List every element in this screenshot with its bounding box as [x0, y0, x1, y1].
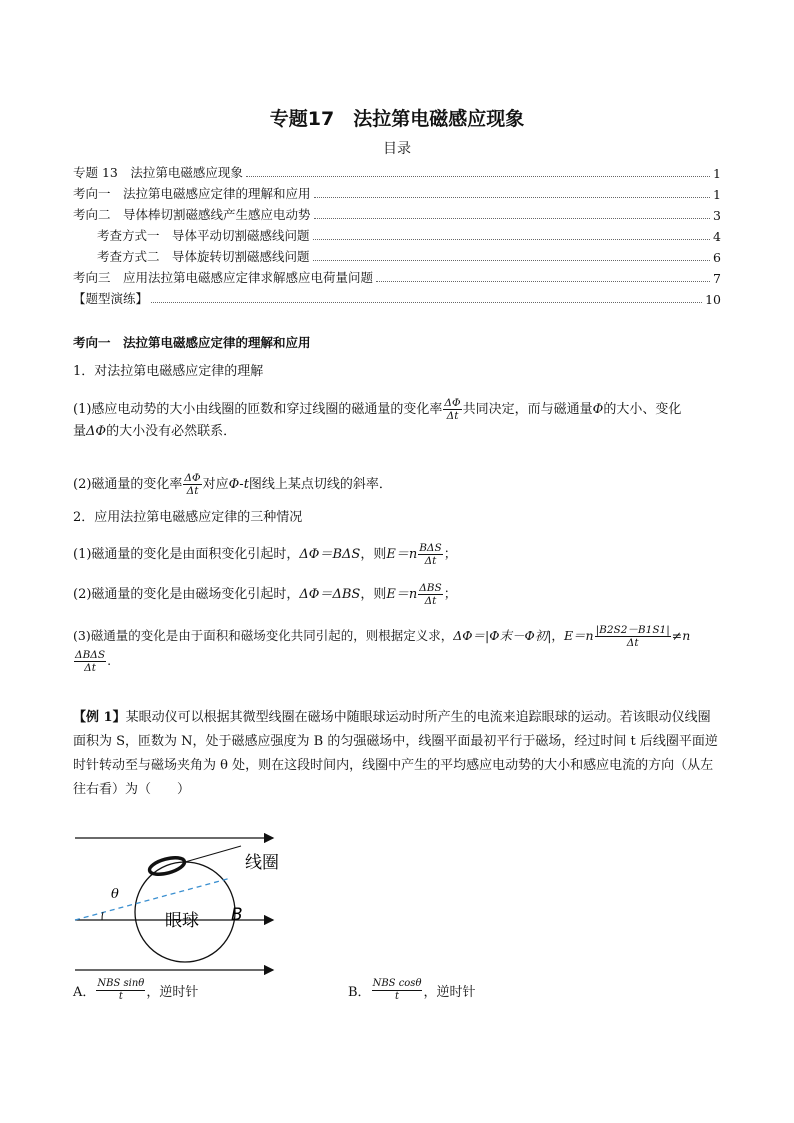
eye-tracker-diagram — [73, 826, 283, 976]
example-1 — [73, 706, 721, 802]
toc-entry[interactable]: 专题 13 法拉第电磁感应现象 1 — [73, 165, 721, 181]
table-of-contents — [73, 160, 721, 307]
toc-entry[interactable]: 考向一 法拉第电磁感应定律的理解和应用 1 — [73, 186, 721, 202]
example-text: 某眼动仪可以根据其微型线圈在磁场中随眼球运动时所产生的电流来追踪眼球的运动。若该眼动仪线圈面积为 S，匝数为 N，处于磁感应强度为 B 的匀强磁场中，线圈平面最初平行于磁场，经过时间 t 后线圈平面逆时针转动至与磁场夹角为 θ 处，则在这段时间内，线圈中产生的平均感应电动势的大小和感应电流的方向（从左往右看）为（ ） — [73, 710, 718, 797]
fraction-dphi-dt: $\frac{\Delta\Phi}{\Delta t}$ — [184, 472, 201, 497]
toc-heading: 目录 — [383, 141, 411, 157]
paragraph-1-2: (2)磁通量的变化率 $\frac{\Delta\Phi}{\Delta t}$ 对应Φ-t图线上某点切线的斜率． — [73, 472, 392, 497]
option-a[interactable]: A． $\frac{\text{NBS sinθ}}{t}$ ，逆时针 — [73, 978, 199, 1002]
option-b[interactable]: B． $\frac{\text{NBS cosθ}}{t}$ ，逆时针 — [348, 978, 476, 1002]
page-title: 专题17 法拉第电磁感应现象 — [269, 108, 525, 130]
coil-plane-line — [75, 878, 231, 920]
toc-entry[interactable]: 考查方式一 导体平动切割磁感线问题 4 — [97, 228, 721, 244]
paragraph-2-2: (2)磁通量的变化是由磁场变化引起时，ΔΦ＝ΔBS，则E＝n $\frac{\text{ΔBS}}{\Delta t}$ ； — [73, 582, 457, 607]
angle-label: θ — [111, 887, 119, 902]
fraction-dbs-dt: $\frac{\text{ΔBS}}{\Delta t}$ — [419, 582, 442, 607]
subsection-1-title: 1．对法拉第电磁感应定律的理解 — [73, 364, 264, 379]
section-heading: 考向一 法拉第电磁感应定律的理解和应用 — [73, 335, 311, 350]
toc-entry[interactable]: 考向二 导体棒切割磁感线产生感应电动势 3 — [73, 207, 721, 223]
paragraph-2-3: (3)磁通量的变化是由于面积和磁场变化共同引起的，则根据定义求，ΔΦ＝|Φ末－Φ初|，E＝n $\frac{|B2S2-B1S1|}{\Delta t}$ ≠n $\frac{\text{ΔBΔS}}{\Delta t}$ . — [73, 624, 691, 674]
coil-pointer — [185, 846, 241, 862]
fraction-dphi-dt: $\frac{\Delta\Phi}{\Delta t}$ — [444, 397, 461, 422]
coil-label: 线圈 — [245, 853, 279, 873]
toc-entry[interactable]: 【题型演练】 10 — [73, 291, 721, 307]
toc-entry[interactable]: 考查方式二 导体旋转切割磁感线问题 6 — [97, 249, 721, 265]
fraction-b2s2-b1s1-dt: $\frac{|B2S2-B1S1|}{\Delta t}$ — [595, 624, 670, 649]
field-label: B — [231, 905, 243, 925]
subsection-2-title: 2．应用法拉第电磁感应定律的三种情况 — [73, 510, 303, 525]
paragraph-2-1: (1)磁通量的变化是由面积变化引起时，ΔΦ＝BΔS，则E＝n $\frac{\text{BΔS}}{\Delta t}$ ； — [73, 542, 457, 567]
paragraph-1-1: (1)感应电动势的大小由线圈的匝数和穿过线圈的磁通量的变化率 $\frac{\Delta\Phi}{\Delta t}$ 共同决定，而与磁通量Φ的大小、变化 量ΔΦ的大小没有必然联系． — [73, 397, 682, 439]
fraction-dbds-dt: $\frac{\text{ΔBΔS}}{\Delta t}$ — [75, 649, 106, 674]
example-tag: 【例 1】 — [73, 710, 126, 725]
fraction-bds-dt: $\frac{\text{BΔS}}{\Delta t}$ — [419, 542, 442, 567]
toc-entry[interactable]: 考向三 应用法拉第电磁感应定律求解感应电荷量问题 7 — [73, 270, 721, 286]
eye-label: 眼球 — [165, 911, 199, 931]
